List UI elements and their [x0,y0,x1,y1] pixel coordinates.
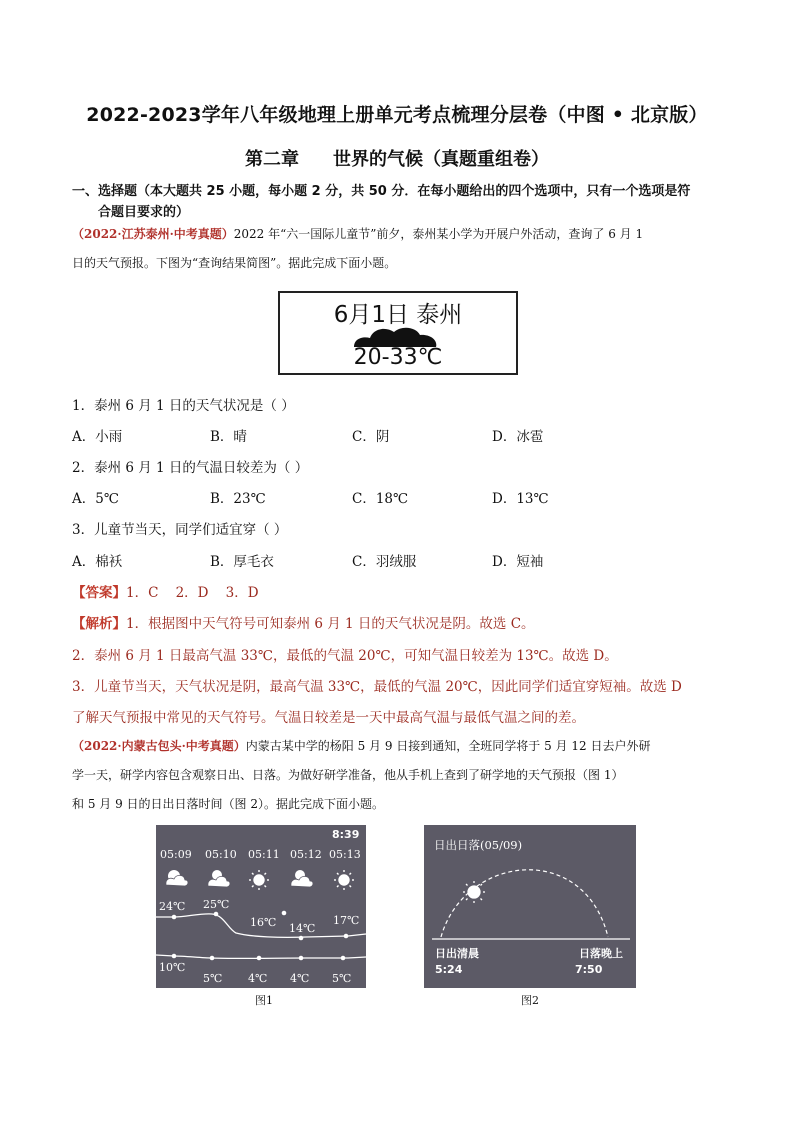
group2-intro [72,732,732,819]
forecast-high-5: 17℃ [333,914,360,927]
sun-icon [463,881,485,903]
low-temp-point-4 [299,956,304,961]
forecast-date-1: 05:09 [160,848,192,861]
forecast-low-3: 4℃ [248,972,268,985]
section-line-2: 合题目要求的） [98,205,190,220]
high-temp-point-2 [214,912,219,917]
group1-intro-b: 日的天气预报。下图为“查询结果简图”。据此完成下面小题。 [72,256,397,270]
group1-intro-a: 2022 年“六一国际儿童节”前夕，泰州某小学为开展户外活动，查询了 6 月 1 [233,227,644,241]
low-temp-point-1 [172,954,177,959]
high-temp-point-5 [344,934,349,939]
question-3-stem: 3．儿童节当天，同学们适宜穿（ ） [72,522,288,538]
sun-cloud-icon-4 [291,870,313,887]
q2-option-b: B．23℃ [210,491,266,507]
weather-card-figure [278,291,518,375]
section-line-1: 一、选择题（本大题共 25 小题，每小题 2 分，共 50 分．在每小题给出的四个选项中，只有一个选项是符 [72,184,691,199]
group1-intro [72,220,732,278]
forecast-high-1: 24℃ [159,900,186,913]
high-temp-point-4 [299,936,304,941]
weather-card-date: 6月1日 泰州 [333,302,463,328]
forecast-figure [156,825,366,988]
question-1-stem: 1．泰州 6 月 1 日的天气状况是（ ） [72,398,295,414]
q2-option-c: C．18℃ [352,491,409,507]
forecast-high-4: 14℃ [289,922,316,935]
sun-cloud-icon-2 [208,870,230,887]
low-temp-point-3 [257,956,262,961]
group2-intro-b: 学一天，研学内容包含观察日出、日落。为做好研学准备，他从手机上查到了研学地的天气预报（图 1） [72,768,624,782]
weather-card-temp: 20-33℃ [353,345,443,370]
chapter-heading [0,145,794,171]
analysis-line-3: 3．儿童节当天，天气状况是阴，最高气温 33℃，最低的气温 20℃，因此同学们适宜穿短袖。故选 D [72,679,682,695]
q3-option-b: B．厚毛衣 [210,554,274,570]
sunrise-sunset-title: 日出日落(05/09) [434,838,523,852]
forecast-low-4: 4℃ [290,972,310,985]
sun-icon-5 [334,870,354,890]
section-heading [72,181,732,223]
sunrise-label: 日出清晨 [435,947,479,960]
group1-source: （2022·江苏泰州·中考真题） [72,227,234,241]
answer-text: 1．C 2．D 3．D [126,585,259,601]
chapter-number: 第二章 [245,149,299,170]
analysis-line-4: 了解天气预报中常见的天气符号。气温日较差是一天中最高气温与最低气温之间的差。 [72,710,585,726]
forecast-high-2: 25℃ [203,898,230,911]
low-temp-point-5 [341,956,346,961]
q1-option-c: C．阴 [352,429,390,445]
answer-line [72,581,259,601]
sun-path-arc [441,870,608,937]
q2-option-d: D．13℃ [492,491,549,507]
group2-intro-c: 和 5 月 9 日的日出日落时间（图 2）。据此完成下面小题。 [72,797,384,811]
forecast-low-2: 5℃ [203,972,223,985]
forecast-high-3: 16℃ [250,916,277,929]
chapter-title: 世界的气候（真题重组卷） [333,149,549,170]
question-2-stem: 2．泰州 6 月 1 日的气温日较差为（ ） [72,460,309,476]
q1-option-b: B．晴 [210,429,247,445]
sunset-time: 7:50 [575,963,603,976]
forecast-graphics [156,825,366,988]
forecast-date-2: 05:10 [205,848,237,861]
analysis-text-1: 1．根据图中天气符号可知泰州 6 月 1 日的天气状况是阴。故选 C。 [126,616,535,632]
sunrise-time: 5:24 [435,963,463,976]
sunset-label: 日落晚上 [579,947,623,960]
forecast-clock: 8:39 [332,828,360,841]
sunrise-sunset-figure [424,825,636,988]
forecast-low-1: 10℃ [159,961,186,974]
high-temp-point-3 [282,911,287,916]
forecast-date-5: 05:13 [329,848,361,861]
analysis-line-2: 2．泰州 6 月 1 日最高气温 33℃，最低的气温 20℃，可知气温日较差为 13℃。故选 D。 [72,648,618,664]
q3-option-c: C．羽绒服 [352,554,417,570]
q2-option-a: A．5℃ [72,491,119,507]
page-title: 2022-2023学年八年级地理上册单元考点梳理分层卷（中图 • 北京版） [86,104,708,126]
forecast-date-4: 05:12 [290,848,322,861]
q1-option-a: A．小雨 [72,429,123,445]
sun-icon-3 [249,870,269,890]
forecast-date-3: 05:11 [248,848,280,861]
high-temp-point-1 [172,915,177,920]
low-temp-point-2 [210,956,215,961]
sun-cloud-icon-1 [166,870,188,886]
forecast-low-5: 5℃ [332,972,352,985]
analysis-label: 【解析】 [72,616,126,632]
q3-option-d: D．短袖 [492,554,544,570]
answer-label: 【答案】 [72,585,126,601]
figure-1-caption: 图1 [255,994,273,1007]
q3-option-a: A．棉袄 [72,554,123,570]
analysis-line-1 [72,612,535,632]
q1-option-d: D．冰雹 [492,429,544,445]
figure-2-caption: 图2 [521,994,539,1007]
group2-source: （2022·内蒙古包头·中考真题） [72,739,246,753]
group2-intro-a: 内蒙古某中学的杨阳 5 月 9 日接到通知，全班同学将于 5 月 12 日去户外研 [245,739,651,753]
